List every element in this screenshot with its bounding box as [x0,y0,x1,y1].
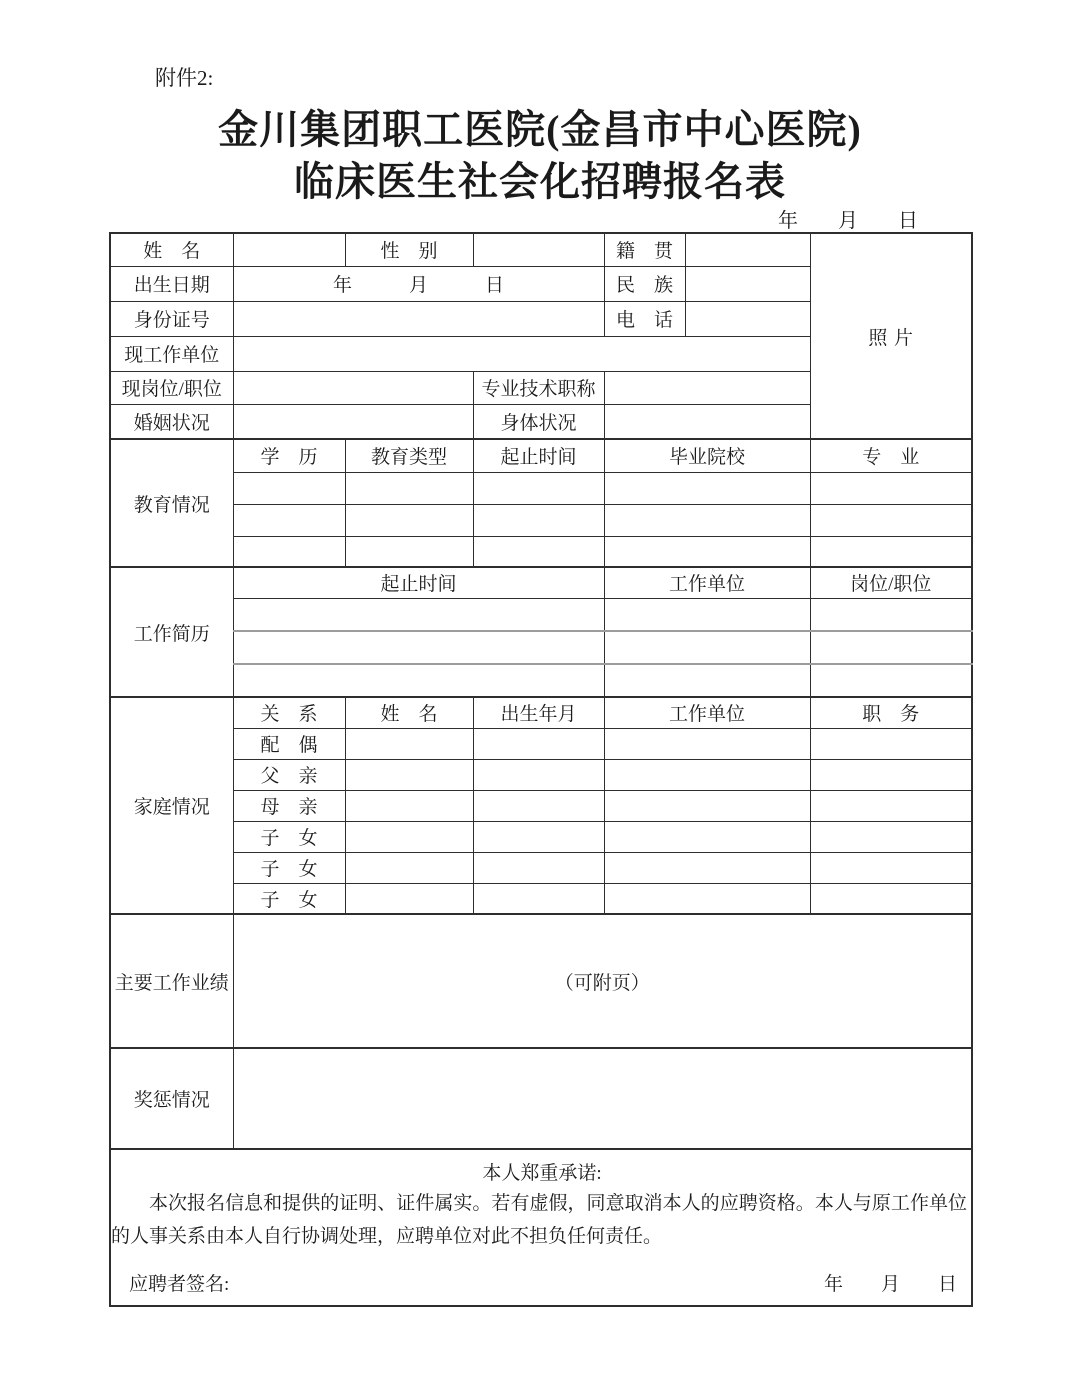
family-relation-child: 子 女 [233,852,345,883]
family-cell [345,790,473,821]
name-value-cell [233,233,345,266]
family-header-name: 姓 名 [345,697,473,728]
family-relation-child: 子 女 [233,883,345,914]
family-header-employer: 工作单位 [604,697,810,728]
form-title-line2: 临床医生社会化招聘报名表 [294,159,786,204]
work-header-position: 岗位/职位 [810,567,972,598]
family-relation-father: 父 亲 [233,759,345,790]
achievements-section-label: 主要工作业绩 [110,914,233,1048]
professional-title-value-cell [604,371,810,404]
family-cell [473,759,604,790]
work-cell [604,631,810,664]
family-cell [345,728,473,759]
gender-value-cell [473,233,604,266]
family-cell [473,883,604,914]
work-cell [810,598,972,631]
name-label: 姓 名 [110,233,233,266]
current-position-value-cell [233,371,473,404]
declaration-signature-row [111,1269,971,1296]
education-header-school: 毕业院校 [604,439,810,472]
education-header-type: 教育类型 [345,439,473,472]
family-cell [604,821,810,852]
application-form-table [109,232,973,1307]
native-place-label: 籍 贯 [604,233,685,266]
family-cell [604,759,810,790]
rewards-content-cell [233,1048,972,1149]
health-status-value-cell [604,404,810,439]
education-cell [604,536,810,567]
family-cell [345,852,473,883]
current-employer-value-cell [233,336,810,371]
education-header-major: 专 业 [810,439,972,472]
education-cell [345,472,473,504]
work-cell [604,664,810,697]
family-cell [810,821,972,852]
birth-date-value-cell: 年 月 日 [233,266,604,301]
education-cell [345,536,473,567]
family-relation-child: 子 女 [233,821,345,852]
family-cell [473,790,604,821]
family-cell [604,790,810,821]
form-title [0,104,1080,208]
family-section-label: 家庭情况 [110,697,233,914]
signature-date-line: 年 月 日 [823,1273,957,1295]
education-cell [810,504,972,536]
education-cell [233,504,345,536]
phone-label: 电 话 [604,301,685,336]
education-cell [604,472,810,504]
declaration-title: 本人郑重承诺: [482,1162,602,1184]
family-cell [345,759,473,790]
current-position-label: 现岗位/职位 [110,371,233,404]
id-number-value-cell [233,301,604,336]
education-cell [473,504,604,536]
education-header-period: 起止时间 [473,439,604,472]
phone-value-cell [685,301,810,336]
gender-label: 性 别 [345,233,473,266]
family-cell [604,728,810,759]
education-cell [233,536,345,567]
family-cell [473,728,604,759]
education-header-degree: 学 历 [233,439,345,472]
family-cell [473,852,604,883]
work-cell [810,631,972,664]
family-header-birth: 出生年月 [473,697,604,728]
family-cell [810,759,972,790]
signature-label: 应聘者签名: [129,1273,230,1295]
photo-box: 照片 [810,233,972,439]
work-section-label: 工作简历 [110,567,233,697]
family-cell [604,883,810,914]
education-cell [233,472,345,504]
marital-status-label: 婚姻状况 [110,404,233,439]
family-header-relation: 关 系 [233,697,345,728]
birth-date-label: 出生日期 [110,266,233,301]
attachment-label: 附件2: [155,66,214,90]
work-header-employer: 工作单位 [604,567,810,598]
family-cell [810,790,972,821]
family-header-duty: 职 务 [810,697,972,728]
family-cell [604,852,810,883]
family-relation-spouse: 配 偶 [233,728,345,759]
family-cell [345,883,473,914]
family-cell [810,728,972,759]
family-relation-mother: 母 亲 [233,790,345,821]
education-cell [345,504,473,536]
work-cell [810,664,972,697]
header-date-line: 年 月 日 [778,210,918,232]
marital-status-value-cell [233,404,473,439]
education-cell [604,504,810,536]
family-cell [810,883,972,914]
education-cell [810,536,972,567]
health-status-label: 身体状况 [473,404,604,439]
ethnicity-value-cell [685,266,810,301]
native-place-value-cell [685,233,810,266]
work-cell [604,598,810,631]
form-title-line1: 金川集团职工医院(金昌市中心医院) [218,107,862,152]
education-cell [810,472,972,504]
work-cell [233,598,604,631]
ethnicity-label: 民 族 [604,266,685,301]
education-cell [473,472,604,504]
work-cell [233,631,604,664]
declaration-cell [110,1149,972,1306]
family-cell [810,852,972,883]
current-employer-label: 现工作单位 [110,336,233,371]
declaration-body: 本次报名信息和提供的证明、证件属实。若有虚假，同意取消本人的应聘资格。本人与原工作单位的人事关系由本人自行协调处理，应聘单位对此不担负任何责任。 [111,1192,967,1247]
education-section-label: 教育情况 [110,439,233,567]
rewards-section-label: 奖惩情况 [110,1048,233,1149]
family-cell [473,821,604,852]
achievements-content-cell: （可附页） [233,914,972,1048]
work-header-period: 起止时间 [233,567,604,598]
family-cell [345,821,473,852]
education-cell [473,536,604,567]
professional-title-label: 专业技术职称 [473,371,604,404]
id-number-label: 身份证号 [110,301,233,336]
work-cell [233,664,604,697]
